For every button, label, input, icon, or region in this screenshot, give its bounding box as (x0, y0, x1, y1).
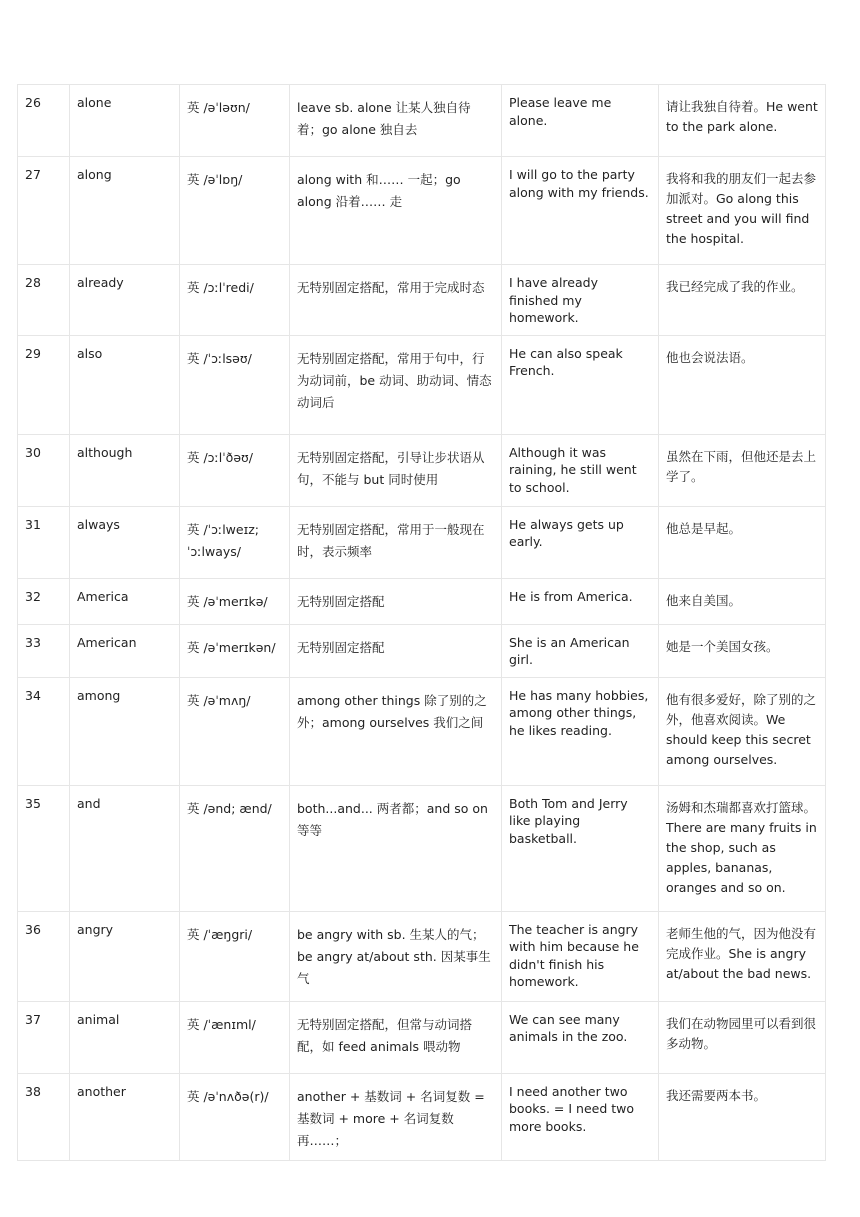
example-chinese: 虽然在下雨，但他还是去上学了。 (659, 434, 826, 506)
phonetic: 英 /əˈləʊn/ (180, 85, 290, 157)
example-chinese: 汤姆和杰瑞都喜欢打篮球。There are many fruits in the shop, such as apples, bananas, oranges and so on. (659, 785, 826, 911)
row-number: 36 (18, 911, 70, 1001)
example-english: Please leave me alone. (502, 85, 659, 157)
usage: 无特别固定搭配 (290, 578, 502, 624)
phonetic: 英 /ɔːlˈðəʊ/ (180, 434, 290, 506)
example-chinese: 老师生他的气，因为他没有完成作业。She is angry at/about the bad news. (659, 911, 826, 1001)
usage: 无特别固定搭配，引导让步状语从句，不能与 but 同时使用 (290, 434, 502, 506)
table-row (18, 434, 826, 506)
example-chinese: 他总是早起。 (659, 506, 826, 578)
example-chinese: 她是一个美国女孩。 (659, 624, 826, 677)
row-number: 38 (18, 1073, 70, 1160)
example-english: He can also speak French. (502, 335, 659, 434)
row-number: 27 (18, 157, 70, 265)
phonetic: 英 /ˈæŋgri/ (180, 911, 290, 1001)
example-english: Although it was raining, he still went to school. (502, 434, 659, 506)
row-number: 37 (18, 1001, 70, 1073)
phonetic: 英 /ənd; ænd/ (180, 785, 290, 911)
table-row (18, 335, 826, 434)
row-number: 32 (18, 578, 70, 624)
word: animal (70, 1001, 180, 1073)
phonetic: 英 /əˈmerɪkə/ (180, 578, 290, 624)
example-english: I will go to the party along with my friends. (502, 157, 659, 265)
phonetic: 英 /ˈɔːlweɪz; ˈɔːlways/ (180, 506, 290, 578)
word: always (70, 506, 180, 578)
word: angry (70, 911, 180, 1001)
usage: 无特别固定搭配，常用于一般现在时，表示频率 (290, 506, 502, 578)
row-number: 31 (18, 506, 70, 578)
phonetic: 英 /əˈlɒŋ/ (180, 157, 290, 265)
word: another (70, 1073, 180, 1160)
table-row (18, 85, 826, 157)
table-row (18, 578, 826, 624)
usage: 无特别固定搭配，但常与动词搭配，如 feed animals 喂动物 (290, 1001, 502, 1073)
phonetic: 英 /ˈɔːlsəʊ/ (180, 335, 290, 434)
example-chinese: 我还需要两本书。 (659, 1073, 826, 1160)
example-english: We can see many animals in the zoo. (502, 1001, 659, 1073)
example-english: I have already finished my homework. (502, 265, 659, 336)
usage: 无特别固定搭配，常用于句中，行为动词前，be 动词、助动词、情态动词后 (290, 335, 502, 434)
word: and (70, 785, 180, 911)
phonetic: 英 /əˈmerɪkən/ (180, 624, 290, 677)
table-row (18, 677, 826, 785)
row-number: 34 (18, 677, 70, 785)
table-row (18, 1073, 826, 1160)
table-row (18, 624, 826, 677)
phonetic: 英 /əˈnʌðə(r)/ (180, 1073, 290, 1160)
phonetic: 英 /ˈænɪml/ (180, 1001, 290, 1073)
word: although (70, 434, 180, 506)
word: along (70, 157, 180, 265)
word: also (70, 335, 180, 434)
example-english: He is from America. (502, 578, 659, 624)
word: American (70, 624, 180, 677)
table-row (18, 785, 826, 911)
word: alone (70, 85, 180, 157)
row-number: 33 (18, 624, 70, 677)
table-row (18, 1001, 826, 1073)
example-english: He has many hobbies, among other things, he likes reading. (502, 677, 659, 785)
row-number: 28 (18, 265, 70, 336)
phonetic: 英 /ɔːlˈredi/ (180, 265, 290, 336)
usage: be angry with sb. 生某人的气；be angry at/about sth. 因某事生气 (290, 911, 502, 1001)
row-number: 30 (18, 434, 70, 506)
usage: among other things 除了别的之外；among ourselves 我们之间 (290, 677, 502, 785)
table-row (18, 157, 826, 265)
usage: along with 和…… 一起；go along 沿着…… 走 (290, 157, 502, 265)
usage: 无特别固定搭配 (290, 624, 502, 677)
example-english: Both Tom and Jerry like playing basketball. (502, 785, 659, 911)
example-english: She is an American girl. (502, 624, 659, 677)
row-number: 29 (18, 335, 70, 434)
usage: 无特别固定搭配，常用于完成时态 (290, 265, 502, 336)
table-row (18, 506, 826, 578)
row-number: 35 (18, 785, 70, 911)
usage: leave sb. alone 让某人独自待着；go alone 独自去 (290, 85, 502, 157)
vocabulary-table (17, 84, 826, 1161)
example-chinese: 他有很多爱好，除了别的之外，他喜欢阅读。We should keep this secret among ourselves. (659, 677, 826, 785)
usage: both...and... 两者都；and so on 等等 (290, 785, 502, 911)
example-chinese: 我们在动物园里可以看到很多动物。 (659, 1001, 826, 1073)
row-number: 26 (18, 85, 70, 157)
example-english: I need another two books. = I need two more books. (502, 1073, 659, 1160)
example-chinese: 他也会说法语。 (659, 335, 826, 434)
table-row (18, 265, 826, 336)
usage: another + 基数词 + 名词复数 = 基数词 + more + 名词复数 再……； (290, 1073, 502, 1160)
word: among (70, 677, 180, 785)
example-english: The teacher is angry with him because he didn't finish his homework. (502, 911, 659, 1001)
example-chinese: 我将和我的朋友们一起去参加派对。Go along this street and you will find the hospital. (659, 157, 826, 265)
example-chinese: 我已经完成了我的作业。 (659, 265, 826, 336)
example-chinese: 他来自美国。 (659, 578, 826, 624)
phonetic: 英 /əˈmʌŋ/ (180, 677, 290, 785)
example-chinese: 请让我独自待着。He went to the park alone. (659, 85, 826, 157)
word: America (70, 578, 180, 624)
table-row (18, 911, 826, 1001)
example-english: He always gets up early. (502, 506, 659, 578)
word: already (70, 265, 180, 336)
